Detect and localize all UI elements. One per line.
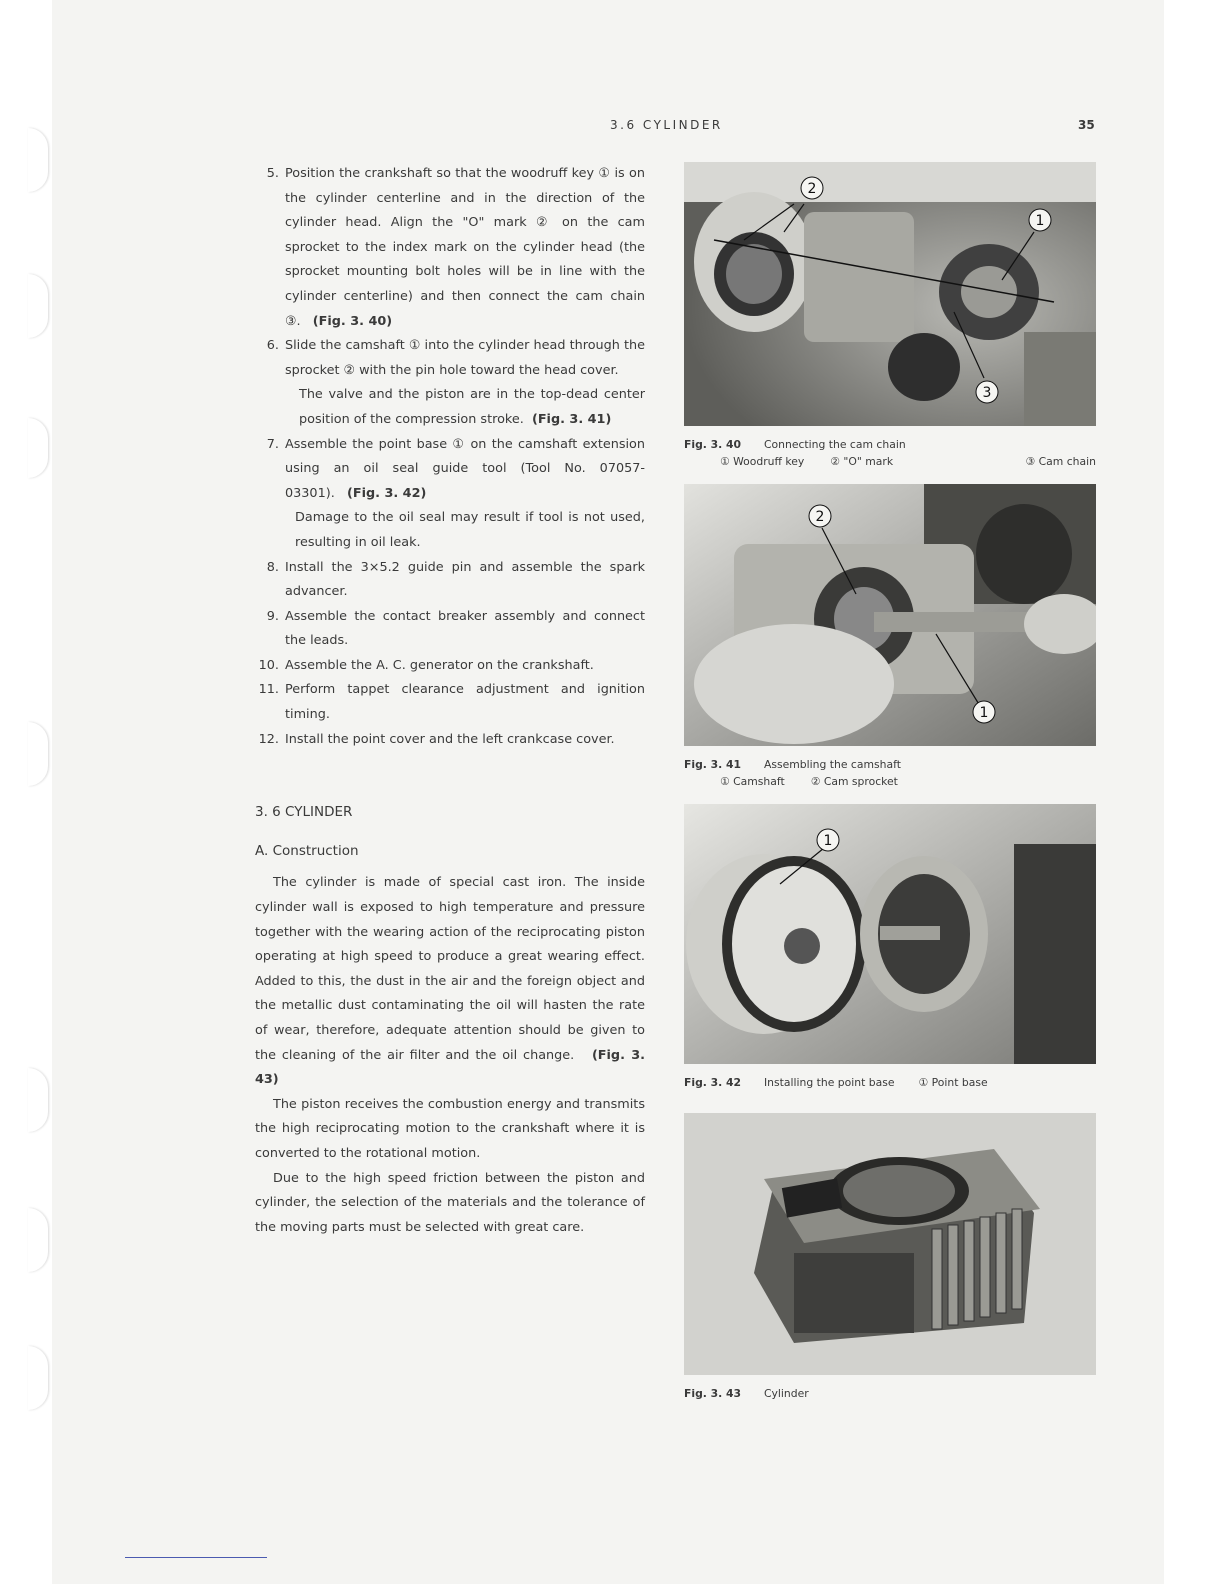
step-10: [255, 654, 645, 679]
step-12: [255, 728, 645, 753]
step-text: Assemble the contact breaker assembly and connect the leads.: [285, 608, 645, 649]
callout-1: 1: [823, 833, 833, 849]
step-text: Install the point cover and the left crankcase cover.: [285, 731, 615, 747]
legend-item: ③ Cam chain: [1025, 455, 1096, 468]
subsection-heading: A. Construction: [255, 842, 359, 859]
binder-hole: [28, 722, 48, 786]
callout-2: 2: [807, 181, 817, 197]
binder-hole: [28, 1208, 48, 1272]
binder-hole: [28, 128, 48, 192]
figure-number: Fig. 3. 42: [684, 1076, 742, 1089]
step-number: 12.: [258, 731, 279, 747]
step-7: [255, 433, 645, 507]
step-number: 7.: [266, 436, 279, 452]
step-11: [255, 678, 645, 727]
step-8: [255, 556, 645, 605]
page-number: 35: [1078, 118, 1095, 132]
figure-number: Fig. 3. 41: [684, 758, 742, 771]
callout-1: 1: [1035, 213, 1045, 229]
figure-3-40-caption: [684, 436, 1096, 470]
figure-3-41-caption: [684, 756, 1096, 790]
step-text: [285, 162, 645, 334]
legend-item: ② Cam sprocket: [810, 775, 898, 788]
figure-3-41-photo: [684, 484, 1096, 746]
binder-hole: [28, 1068, 48, 1132]
figure-title: Cylinder: [764, 1387, 809, 1400]
step-text: Slide the camshaft ① into the cylinder head through the sprocket ② with the pin hole toward the head cover.: [285, 338, 645, 378]
binder-hole: [28, 274, 48, 338]
figure-3-40-photo: [684, 162, 1096, 426]
paragraph: The piston receives the combustion energy and transmits the high reciprocating motion to the crankshaft where it is converted to the rotational motion.: [255, 1096, 645, 1161]
paragraph-text: The cylinder is made of special cast iron. The inside cylinder wall is exposed to high temperature and pressure together with the wearing action of the reciprocating piston operating at high speed to produce a great wearing effect. Added to this, the dust in the air and the foreign object and the metallic dust contaminating the oil will hasten the rate of wear, therefore, adequate attention should be given to the cleaning of the air filter and the oil change.: [255, 875, 645, 1063]
figure-reference: (Fig. 3. 40): [312, 313, 393, 329]
figure-3-43-caption: [684, 1385, 1096, 1402]
step-number: 6.: [266, 338, 279, 354]
figure-title: Connecting the cam chain: [764, 438, 906, 451]
figure-title: Assembling the camshaft: [764, 758, 901, 771]
step-text: Perform tappet clearance adjustment and ignition timing.: [285, 682, 645, 723]
binder-hole: [28, 418, 48, 478]
figure-column: [684, 162, 1096, 1402]
figure-number: Fig. 3. 40: [684, 438, 742, 451]
figure-reference: (Fig. 3. 42): [347, 485, 427, 501]
figure-reference: (Fig. 3. 41): [531, 411, 612, 427]
step-5: [255, 162, 645, 334]
step-text: Install the 3×5.2 guide pin and assemble the spark advancer.: [285, 559, 645, 600]
step-number: 5.: [266, 166, 279, 181]
step-text: Assemble the A. C. generator on the crankshaft.: [285, 657, 594, 673]
figure-title: Installing the point base: [764, 1076, 895, 1089]
paragraph: Due to the high speed friction between the piston and cylinder, the selection of the materials and the tolerance of the moving parts must be selected with great care.: [255, 1170, 645, 1235]
step-6: [255, 334, 645, 383]
step-7-note: Damage to the oil seal may result if tool is not used, resulting in oil leak.: [295, 510, 645, 550]
step-body: Assemble the point base ① on the camshaft extension using an oil seal guide tool (Tool No. 07057-03301).: [285, 436, 645, 501]
step-number: 8.: [266, 559, 279, 575]
step-9: [255, 605, 645, 654]
callout-2: 2: [815, 509, 825, 525]
callout-1: 1: [979, 705, 989, 721]
section-heading: 3. 6 CYLINDER: [255, 804, 353, 821]
step-number: 11.: [258, 682, 279, 698]
running-head-title: 3.6 CYLINDER: [610, 118, 723, 132]
binder-hole: [28, 1346, 48, 1410]
legend-item: ① Camshaft: [720, 775, 785, 788]
legend-item: ① Woodruff key: [720, 455, 805, 468]
step-number: 9.: [266, 608, 279, 624]
figure-reference: (Fig. 3. 43): [255, 1047, 645, 1088]
note-text: The valve and the piston are in the top-dead center position of the compression stroke.: [299, 387, 645, 427]
step-text: [285, 433, 645, 507]
legend-item: ① Point base: [918, 1076, 988, 1089]
paragraph: [255, 871, 645, 1092]
figure-3-42-caption: [684, 1074, 1096, 1091]
step-body: Position the crankshaft so that the woodruff key ① is on the cylinder centerline and in the direction of the cylinder head. Align the "O" mark ② on the cam sprocket to the index mark on the cylinder head (the sprocket mounting bolt holes will be in line with the cylinder centerline) and then connect the cam chain ③.: [285, 166, 645, 329]
callout-3: 3: [982, 385, 992, 401]
step-number: 10.: [258, 657, 279, 673]
figure-3-43-photo: [684, 1113, 1096, 1375]
figure-3-42-photo: [684, 804, 1096, 1064]
step-6-note: [255, 383, 645, 432]
legend-item: ② "O" mark: [830, 455, 894, 468]
body-text-column: [255, 162, 645, 1240]
footer-rule: [125, 1557, 267, 1558]
figure-number: Fig. 3. 43: [684, 1387, 742, 1400]
